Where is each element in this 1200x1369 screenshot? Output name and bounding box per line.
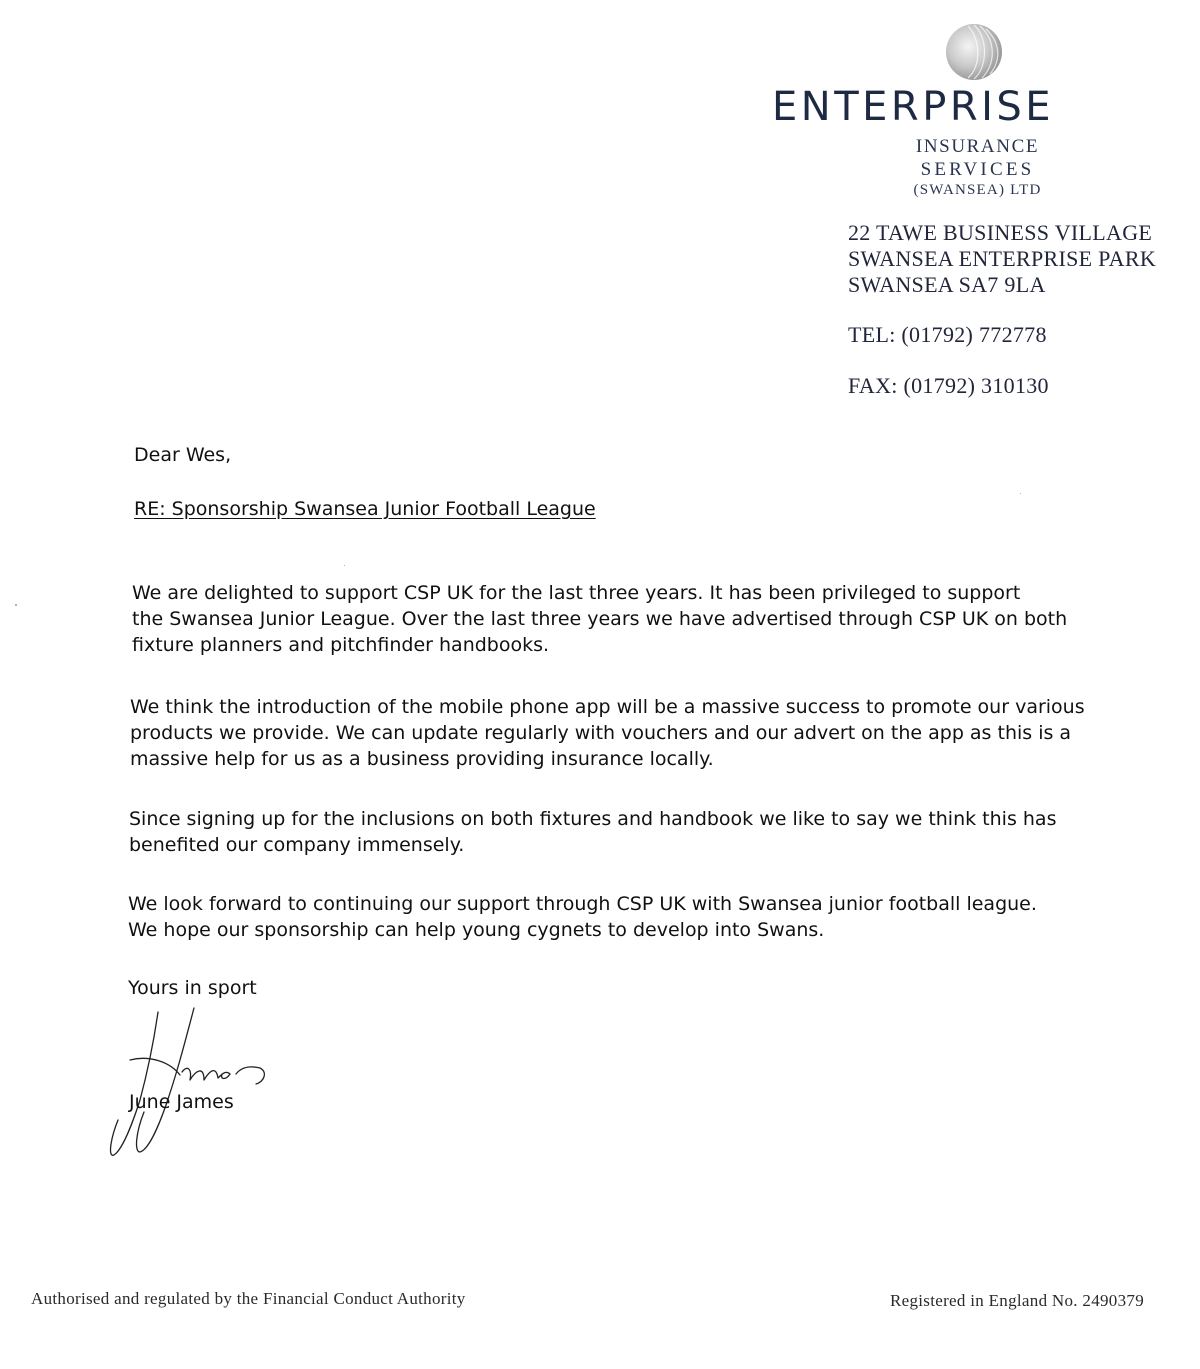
fax-number: FAX: (01792) 310130 — [848, 373, 1049, 398]
signatory-name: June James — [129, 1091, 234, 1113]
paragraph-2 — [130, 694, 1085, 772]
subject-line: RE: Sponsorship Swansea Junior Football League — [134, 498, 596, 520]
address-line-2: SWANSEA ENTERPRISE PARK — [848, 246, 1157, 271]
paragraph-line: We look forward to continuing our support through CSP UK with Swansea junior football league. — [128, 893, 1037, 915]
company-subtitle-line-2: SERVICES — [920, 159, 1035, 180]
address-line-3: SWANSEA SA7 9LA — [848, 272, 1046, 297]
paragraph-line: We hope our sponsorship can help young cygnets to develop into Swans. — [128, 919, 825, 941]
footer-regulation: Authorised and regulated by the Financial Conduct Authority — [31, 1289, 466, 1308]
paragraph-line: the Swansea Junior League. Over the last three years we have advertised through CSP UK on both — [132, 608, 1068, 630]
paragraph-4 — [128, 891, 1037, 943]
handwritten-signature — [100, 1000, 280, 1160]
paragraph-1 — [132, 580, 1067, 658]
scan-speck — [15, 604, 17, 606]
paragraph-line: fixture planners and pitchfinder handbooks. — [132, 634, 550, 656]
company-name: ENTERPRISE — [772, 84, 1055, 130]
footer-registration: Registered in England No. 2490379 — [890, 1291, 1145, 1310]
telephone-number: TEL: (01792) 772778 — [848, 322, 1047, 347]
closing: Yours in sport — [128, 977, 257, 999]
paragraph-line: products we provide. We can update regularly with vouchers and our advert on the app as this is a — [130, 722, 1072, 744]
paragraph-line: We think the introduction of the mobile phone app will be a massive success to promote our various — [130, 696, 1085, 718]
company-subtitle-line-1: INSURANCE — [915, 136, 1040, 157]
paragraph-line: benefited our company immensely. — [129, 834, 465, 856]
address-line-1: 22 TAWE BUSINESS VILLAGE — [848, 220, 1153, 245]
scan-speck — [344, 565, 345, 566]
scan-speck — [1020, 493, 1021, 494]
salutation: Dear Wes, — [134, 444, 232, 466]
paragraph-line: Since signing up for the inclusions on both fixtures and handbook we like to say we think this has — [129, 808, 1057, 830]
paragraph-line: massive help for us as a business providing insurance locally. — [130, 748, 714, 770]
paragraph-3 — [129, 806, 1056, 858]
paragraph-line: We are delighted to support CSP UK for the last three years. It has been privileged to support — [132, 582, 1021, 604]
company-subtitle-line-3: (SWANSEA) LTD — [913, 182, 1042, 198]
globe-icon — [944, 22, 1004, 82]
